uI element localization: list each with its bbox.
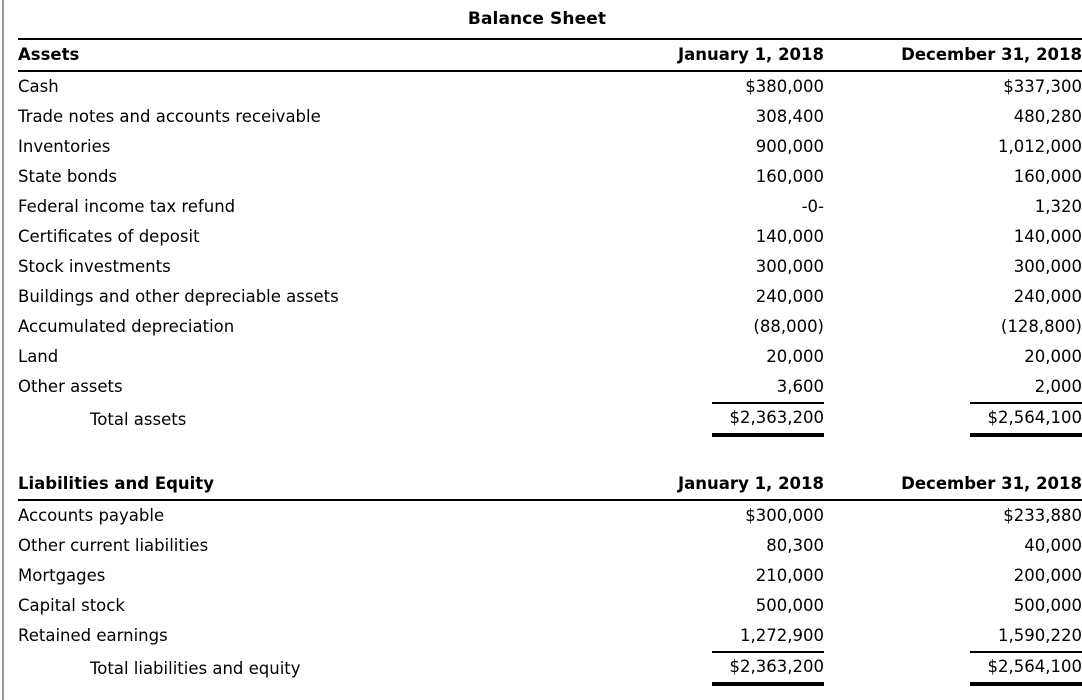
total-row-liabilities <box>18 651 1082 686</box>
column-header-period-1: January 1, 2018 <box>678 45 824 64</box>
table-row <box>18 342 1082 372</box>
assets-header-label: Assets <box>18 45 80 64</box>
total-liabilities-period-1: $2,363,200 <box>566 651 824 686</box>
row-value-period-1: 240,000 <box>755 287 824 306</box>
table-row <box>18 222 1082 252</box>
row-value-period-1: 308,400 <box>755 107 824 126</box>
row-label: Federal income tax refund <box>18 197 236 216</box>
row-value-period-1: 500,000 <box>755 596 824 615</box>
column-header-period-2: December 31, 2018 <box>901 45 1082 64</box>
column-header-period-1: January 1, 2018 <box>678 474 824 493</box>
table-row <box>18 192 1082 222</box>
row-label: Retained earnings <box>18 626 168 645</box>
row-value-period-2: 500,000 <box>1013 596 1082 615</box>
row-value-period-2: $337,300 <box>1003 77 1082 96</box>
row-label: Other current liabilities <box>18 536 209 555</box>
liabilities-table <box>18 469 1082 686</box>
row-value-period-2: 300,000 <box>1013 257 1082 276</box>
total-assets-period-1: $2,363,200 <box>566 402 824 437</box>
row-value-period-1: $380,000 <box>745 77 824 96</box>
liabilities-header-row <box>18 469 1082 499</box>
table-row <box>18 162 1082 192</box>
row-label: Stock investments <box>18 257 171 276</box>
total-assets-label: Total assets <box>90 409 187 429</box>
row-label: State bonds <box>18 167 118 186</box>
row-value-period-1: 900,000 <box>755 137 824 156</box>
row-value-period-2: 1,320 <box>1034 197 1082 216</box>
total-row-assets <box>18 402 1082 437</box>
table-row <box>18 621 1082 651</box>
row-value-period-1: 80,300 <box>766 536 824 555</box>
document-title-row <box>0 0 1082 38</box>
row-value-period-1: $300,000 <box>745 506 824 525</box>
row-value-period-1: -0- <box>801 197 824 216</box>
row-value-period-2: (128,800) <box>1000 317 1082 336</box>
row-value-period-2: 2,000 <box>1034 377 1082 396</box>
total-assets-period-2: $2,564,100 <box>824 402 1082 437</box>
row-value-period-1: 1,272,900 <box>740 626 824 645</box>
row-label: Trade notes and accounts receivable <box>18 107 321 126</box>
page-title: Balance Sheet <box>467 9 607 29</box>
row-value-period-1: 3,600 <box>776 377 824 396</box>
total-liabilities-period-2: $2,564,100 <box>824 651 1082 686</box>
table-row <box>18 531 1082 561</box>
row-value-period-1: 300,000 <box>755 257 824 276</box>
row-label: Inventories <box>18 137 111 156</box>
row-label: Accumulated depreciation <box>18 317 235 336</box>
row-value-period-2: 480,280 <box>1013 107 1082 126</box>
row-value-period-2: 1,590,220 <box>998 626 1082 645</box>
row-label: Capital stock <box>18 596 125 615</box>
row-value-period-2: 140,000 <box>1013 227 1082 246</box>
row-value-period-1: 20,000 <box>766 347 824 366</box>
row-value-period-2: 160,000 <box>1013 167 1082 186</box>
row-label: Certificates of deposit <box>18 227 200 246</box>
row-label: Other assets <box>18 377 123 396</box>
assets-table <box>18 38 1082 437</box>
table-row <box>18 132 1082 162</box>
table-row <box>18 372 1082 402</box>
row-value-period-1: 140,000 <box>755 227 824 246</box>
liabilities-header-label: Liabilities and Equity <box>18 474 214 493</box>
row-label: Cash <box>18 77 59 96</box>
row-value-period-1: (88,000) <box>753 317 824 336</box>
table-row <box>18 591 1082 621</box>
row-label: Mortgages <box>18 566 106 585</box>
table-row <box>18 312 1082 342</box>
table-row <box>18 282 1082 312</box>
row-value-period-1: 160,000 <box>755 167 824 186</box>
total-liabilities-label: Total liabilities and equity <box>90 658 301 678</box>
row-value-period-2: 200,000 <box>1013 566 1082 585</box>
assets-header-row <box>18 40 1082 70</box>
row-label: Buildings and other depreciable assets <box>18 287 339 306</box>
row-label: Land <box>18 347 59 366</box>
row-value-period-2: $233,880 <box>1003 506 1082 525</box>
table-row <box>18 252 1082 282</box>
table-row <box>18 561 1082 591</box>
row-value-period-1: 210,000 <box>755 566 824 585</box>
row-value-period-2: 240,000 <box>1013 287 1082 306</box>
row-value-period-2: 20,000 <box>1024 347 1082 366</box>
row-label: Accounts payable <box>18 506 165 525</box>
table-row <box>18 102 1082 132</box>
section-spacer <box>0 437 1082 469</box>
row-value-period-2: 40,000 <box>1024 536 1082 555</box>
table-row <box>18 72 1082 102</box>
column-header-period-2: December 31, 2018 <box>901 474 1082 493</box>
row-value-period-2: 1,012,000 <box>998 137 1082 156</box>
table-row <box>18 501 1082 531</box>
